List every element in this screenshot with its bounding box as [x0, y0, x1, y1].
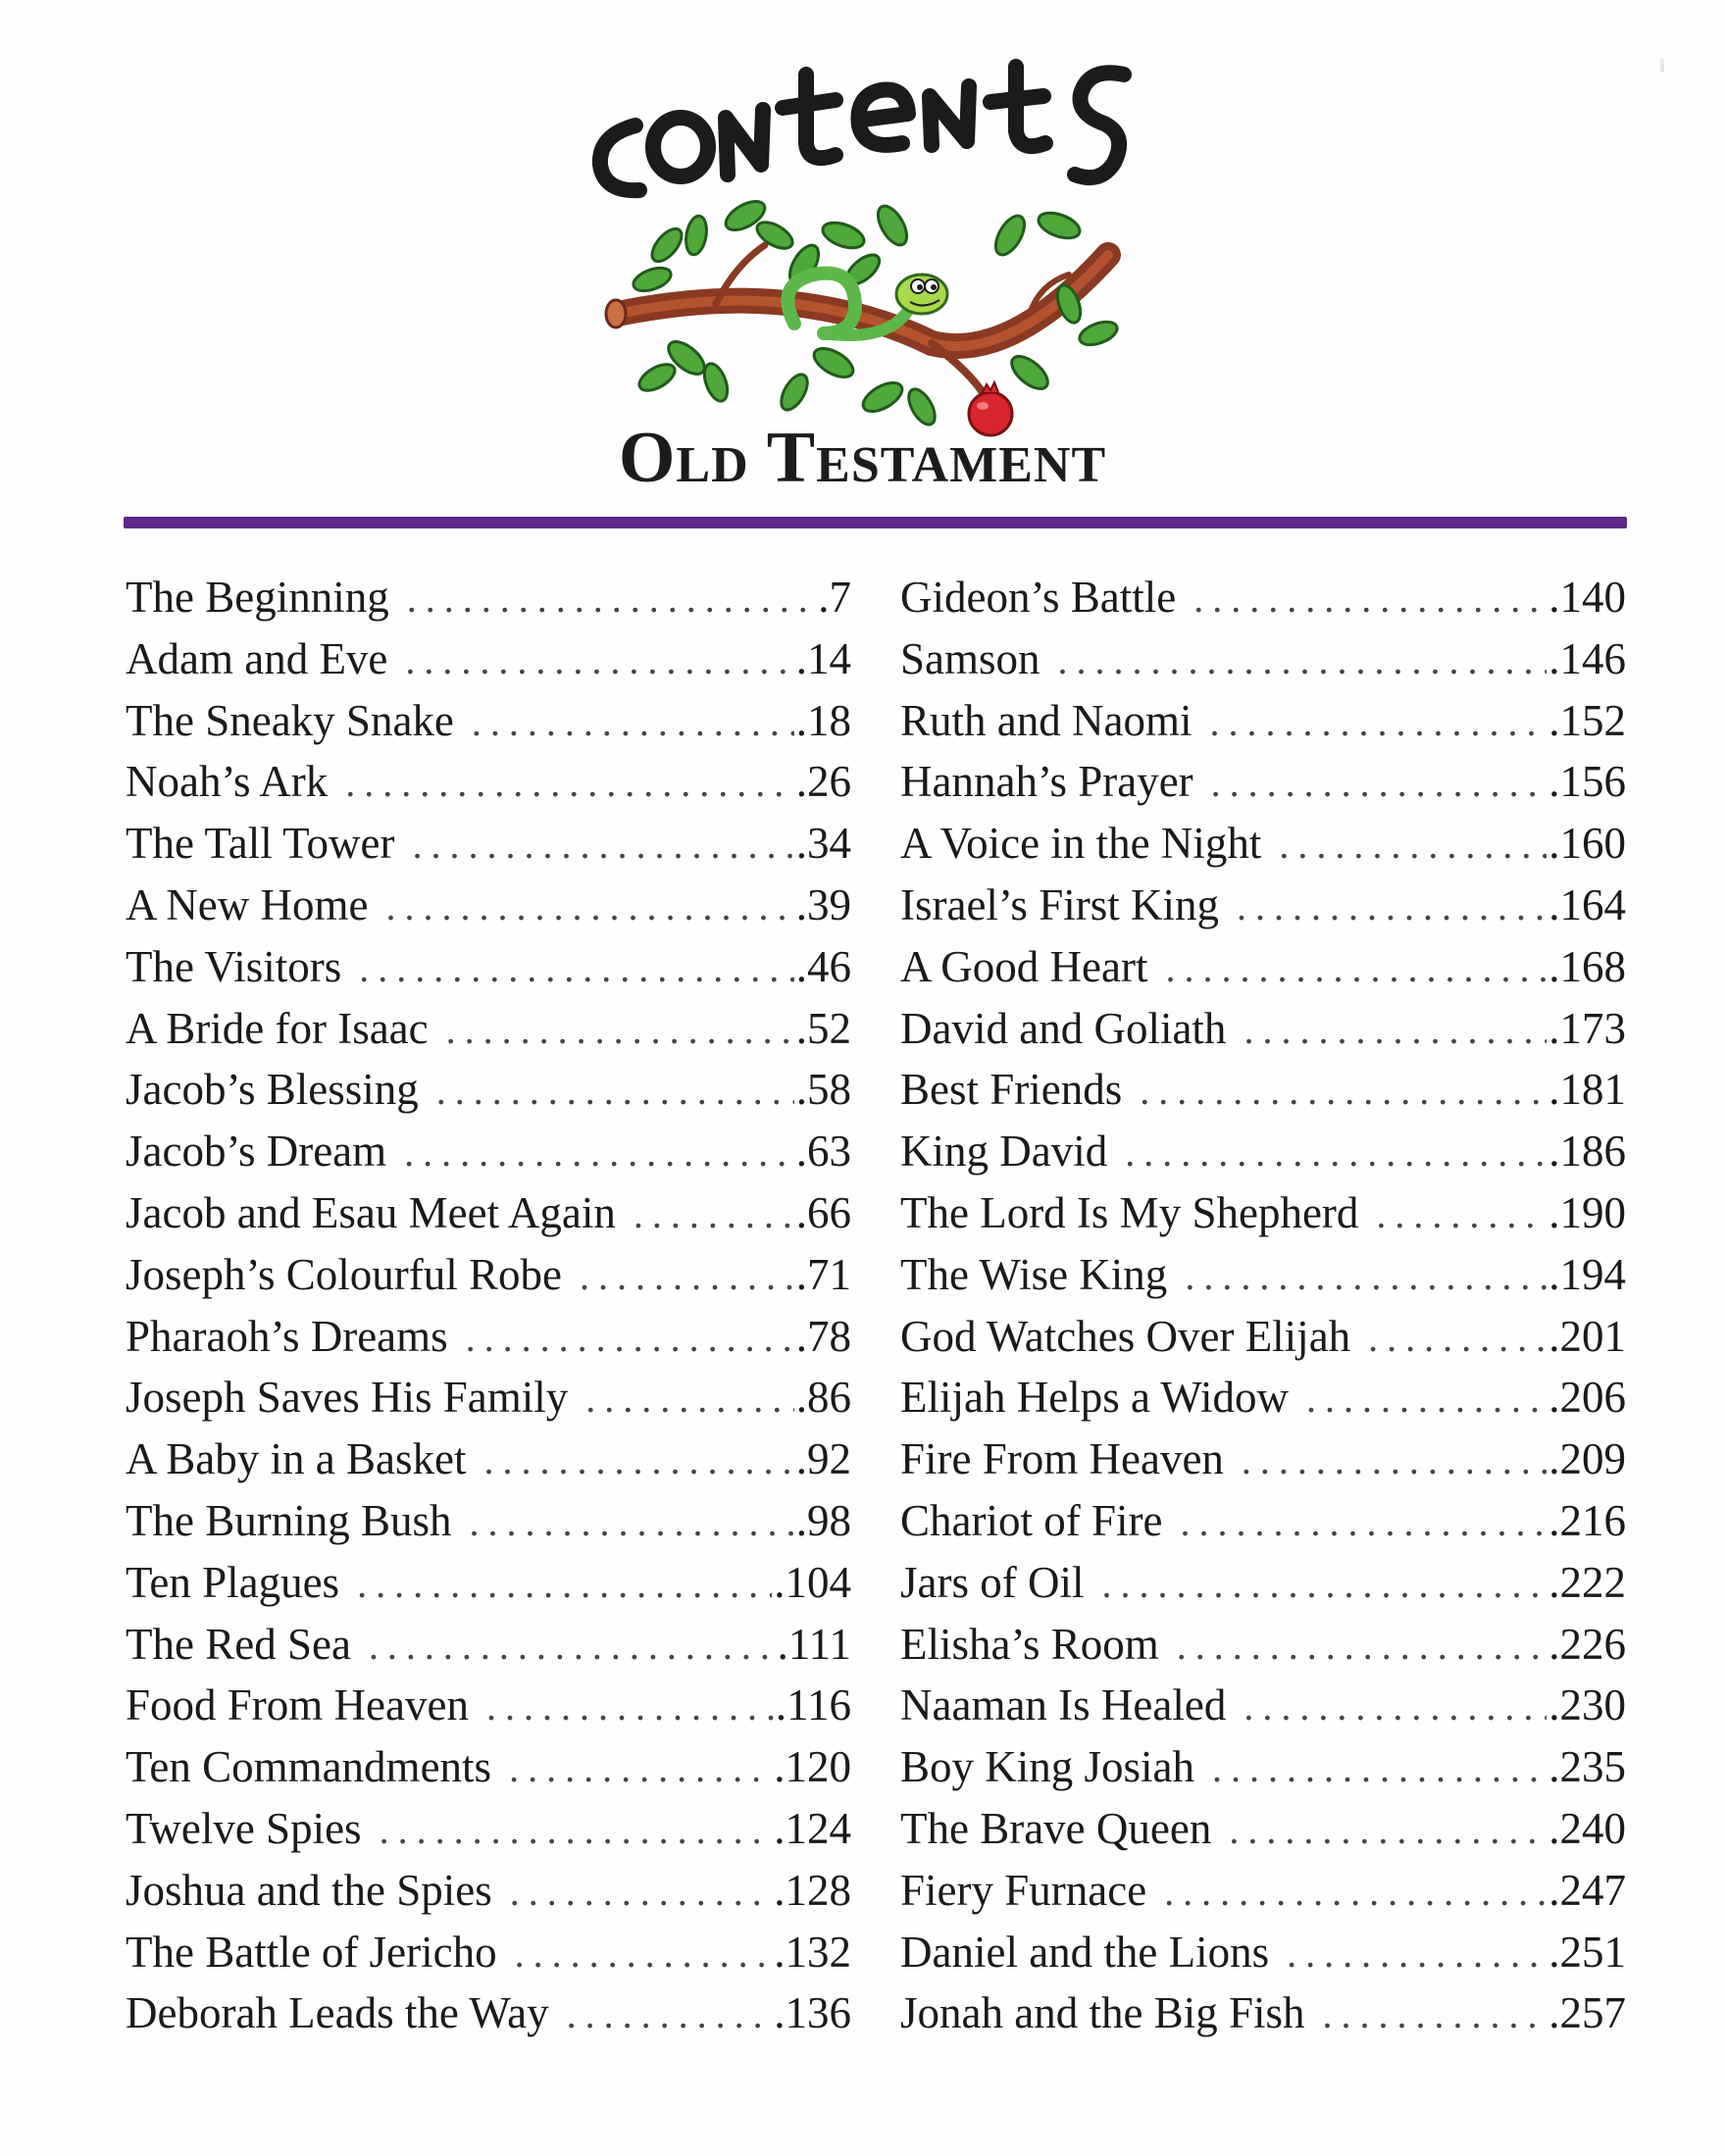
hand-lettered-contents-icon	[579, 27, 1206, 224]
toc-entry-title: A Bride for Isaac	[126, 1003, 429, 1053]
toc-entry-title: The Sneaky Snake	[126, 695, 454, 745]
dot-leader	[1193, 569, 1547, 630]
toc-entry-page: .247	[1548, 1865, 1626, 1915]
dot-leader	[1211, 753, 1547, 815]
dot-leader	[470, 1492, 794, 1554]
toc-entry-title: Adam and Eve	[126, 633, 388, 683]
toc-entry-page: .190	[1548, 1187, 1626, 1237]
toc-entry-title: Food From Heaven	[126, 1680, 469, 1730]
toc-entry	[900, 1121, 1626, 1182]
dot-leader	[404, 1123, 794, 1184]
toc-entry-title: Daniel and the Lions	[900, 1927, 1270, 1977]
toc-entry	[126, 1059, 851, 1121]
dot-leader	[1177, 1616, 1547, 1678]
toc-entry	[900, 813, 1626, 875]
toc-entry-page: .146	[1548, 633, 1626, 683]
dot-leader	[509, 1738, 772, 1800]
toc-entry-title: The Red Sea	[126, 1619, 351, 1669]
dot-leader	[1243, 1000, 1547, 1062]
toc-entry-title: A Voice in the Night	[900, 819, 1262, 869]
dot-leader	[436, 1061, 794, 1123]
toc-entry-page: .26	[795, 757, 851, 807]
toc-entry-page: .116	[775, 1680, 851, 1730]
dot-leader	[1164, 1862, 1547, 1924]
dot-leader	[357, 1554, 772, 1616]
toc-entry-title: Noah’s Ark	[126, 757, 329, 807]
toc-entry	[126, 1982, 851, 2044]
toc-entry-title: Chariot of Fire	[900, 1495, 1163, 1545]
toc-entry	[126, 1490, 851, 1552]
toc-entry-title: A Good Heart	[900, 941, 1148, 991]
toc-entry	[126, 1860, 851, 1922]
dot-leader	[1323, 1984, 1547, 2046]
toc-entry-title: Jacob’s Blessing	[126, 1065, 419, 1115]
toc-entry-title: Samson	[900, 633, 1040, 683]
toc-entry-page: .86	[795, 1373, 851, 1423]
toc-entry-page: .164	[1548, 879, 1626, 929]
toc-entry-page: .201	[1548, 1311, 1626, 1361]
toc-entry-page: .104	[774, 1557, 851, 1607]
dot-leader	[580, 1246, 794, 1308]
toc-entry	[126, 1306, 851, 1368]
dot-leader	[510, 1862, 773, 1924]
toc-entry-page: .132	[774, 1927, 851, 1977]
toc-entry	[126, 1675, 851, 1736]
dot-leader	[359, 938, 794, 1000]
toc-entry-page: .128	[774, 1865, 851, 1915]
dot-leader	[466, 1308, 794, 1370]
toc-entry-page: .63	[795, 1127, 851, 1177]
toc-entry-title: David and Goliath	[900, 1003, 1227, 1053]
toc-entry-title: Joseph Saves His Family	[126, 1373, 569, 1423]
toc-entry-page: .209	[1548, 1434, 1626, 1484]
dot-leader	[515, 1924, 773, 1985]
toc-entry-page: .140	[1548, 573, 1626, 622]
toc-entry-page: .230	[1548, 1680, 1626, 1730]
toc-entry	[126, 567, 851, 628]
toc-entry-title: Joseph’s Colourful Robe	[126, 1249, 562, 1299]
toc-entry	[900, 567, 1626, 628]
toc-entry	[126, 751, 851, 813]
toc-entry-page: .39	[795, 879, 851, 929]
toc-entry-title: Pharaoh’s Dreams	[126, 1311, 448, 1361]
dot-leader	[1242, 1430, 1547, 1492]
toc-entry-page: .222	[1548, 1557, 1626, 1607]
toc-entry	[126, 1367, 851, 1429]
toc-entry-page: .66	[795, 1187, 851, 1237]
toc-entry-title: The Burning Bush	[126, 1495, 452, 1545]
toc-entry-page: .46	[795, 941, 851, 991]
toc-entry-title: The Beginning	[126, 573, 389, 622]
dot-leader	[1125, 1123, 1547, 1184]
dot-leader	[1185, 1246, 1547, 1308]
toc-entry	[900, 1244, 1626, 1306]
toc-entry-title: Joshua and the Spies	[126, 1865, 492, 1915]
toc-entry-page: .181	[1548, 1065, 1626, 1115]
dot-leader	[446, 1000, 794, 1062]
dot-leader	[1237, 877, 1547, 938]
toc-entry-page: .98	[795, 1495, 851, 1545]
toc-entry-page: .120	[774, 1742, 851, 1792]
toc-entry-title: Jars of Oil	[900, 1557, 1085, 1607]
toc-entry-page: .235	[1548, 1742, 1626, 1792]
toc-entry-title: Ten Commandments	[126, 1742, 492, 1792]
toc-entry-title: Gideon’s Battle	[900, 573, 1177, 622]
toc-entry-title: The Tall Tower	[126, 819, 395, 869]
toc-entry	[900, 1306, 1626, 1368]
toc-entry-title: A New Home	[126, 879, 369, 929]
dot-leader	[1287, 1924, 1547, 1985]
toc-entry	[900, 628, 1626, 690]
toc-entry	[900, 1860, 1626, 1922]
toc-entry-title: Twelve Spies	[126, 1803, 362, 1853]
toc-entry	[900, 690, 1626, 752]
dot-leader	[1368, 1308, 1547, 1370]
dot-leader	[1209, 692, 1547, 754]
toc-entry	[126, 1614, 851, 1676]
toc-entry	[126, 1121, 851, 1182]
toc-entry-page: .18	[795, 695, 851, 745]
toc-entry-title: Israel’s First King	[900, 879, 1219, 929]
toc-entry	[900, 1552, 1626, 1614]
toc-entry-page: .226	[1548, 1619, 1626, 1669]
toc-entry	[900, 1675, 1626, 1736]
toc-entry	[126, 1922, 851, 1983]
toc-entry	[126, 936, 851, 998]
toc-entry-title: Elijah Helps a Widow	[900, 1373, 1290, 1423]
dot-leader	[1101, 1554, 1547, 1616]
toc-entry-page: .216	[1548, 1495, 1626, 1545]
dot-leader	[1058, 630, 1547, 692]
branch-with-snake-and-pomegranate-icon	[598, 196, 1147, 441]
divider-rule	[124, 517, 1627, 528]
paper-mark	[1660, 59, 1664, 73]
dot-leader	[483, 1430, 793, 1492]
dot-leader	[585, 1369, 793, 1430]
dot-leader	[1165, 938, 1547, 1000]
toc-entry	[900, 751, 1626, 813]
toc-entry-page: .92	[795, 1434, 851, 1484]
toc-entry-page: .111	[777, 1619, 851, 1669]
dot-leader	[472, 692, 794, 754]
toc-entry	[126, 1429, 851, 1490]
toc-entry-page: .136	[774, 1988, 851, 2038]
toc-entry	[900, 1922, 1626, 1983]
toc-entry-title: The Visitors	[126, 941, 342, 991]
toc-entry-title: Jacob and Esau Meet Again	[126, 1187, 616, 1237]
dot-leader	[1376, 1184, 1547, 1246]
dot-leader	[486, 1677, 774, 1738]
dot-leader	[1306, 1369, 1547, 1430]
dot-leader	[1279, 815, 1547, 877]
toc-entry-page: .251	[1548, 1927, 1626, 1977]
dot-leader	[407, 569, 817, 630]
toc-entry	[126, 1182, 851, 1244]
toc-entry-page: .124	[774, 1803, 851, 1853]
toc-entry	[126, 998, 851, 1060]
toc-entry	[900, 1429, 1626, 1490]
page-header	[0, 0, 1725, 529]
toc-entry	[126, 1552, 851, 1614]
toc-entry	[900, 936, 1626, 998]
toc-entry	[126, 628, 851, 690]
dot-leader	[1212, 1738, 1547, 1800]
toc-entry-title: Hannah’s Prayer	[900, 757, 1193, 807]
toc-entry	[900, 1367, 1626, 1429]
toc-entry-title: Deborah Leads the Way	[126, 1988, 549, 2038]
toc-entry	[900, 1982, 1626, 2044]
dot-leader	[405, 630, 793, 692]
toc-column-left	[126, 567, 851, 2044]
toc-entry-page: .156	[1548, 757, 1626, 807]
toc-entry	[900, 1059, 1626, 1121]
dot-leader	[369, 1616, 776, 1678]
toc-entry-title: The Battle of Jericho	[126, 1927, 497, 1977]
toc-entry-title: Fire From Heaven	[900, 1434, 1224, 1484]
toc-entry-title: The Lord Is My Shepherd	[900, 1187, 1359, 1237]
toc-entry-page: .168	[1548, 941, 1626, 991]
toc-entry	[900, 1490, 1626, 1552]
toc-entry	[126, 1736, 851, 1798]
toc-entry-page: .78	[795, 1311, 851, 1361]
toc-column-right	[900, 567, 1626, 2044]
toc-entry-page: .71	[795, 1249, 851, 1299]
dot-leader	[1243, 1677, 1547, 1738]
toc-entry-page: .186	[1548, 1127, 1626, 1177]
toc-entry	[126, 1798, 851, 1860]
toc-entry	[900, 1736, 1626, 1798]
toc-entry-title: Naaman Is Healed	[900, 1680, 1227, 1730]
toc-entry	[126, 875, 851, 936]
toc-entry-title: The Brave Queen	[900, 1803, 1212, 1853]
toc-entry	[126, 813, 851, 875]
toc-entry-title: Jonah and the Big Fish	[900, 1988, 1305, 2038]
toc-entry	[900, 1798, 1626, 1860]
toc-entry	[900, 998, 1626, 1060]
toc-entry-page: .160	[1548, 819, 1626, 869]
section-heading: Old Testament	[618, 418, 1107, 498]
toc-entry-title: Ruth and Naomi	[900, 695, 1192, 745]
toc-entry-title: Ten Plagues	[126, 1557, 340, 1607]
toc-entry-page: .206	[1548, 1373, 1626, 1423]
toc-entry-page: .173	[1548, 1003, 1626, 1053]
toc-entry-page: .257	[1548, 1988, 1626, 2038]
toc-entry-page: .194	[1548, 1249, 1626, 1299]
toc-entry-page: .240	[1548, 1803, 1626, 1853]
dot-leader	[1140, 1061, 1547, 1123]
toc-entry-title: A Baby in a Basket	[126, 1434, 467, 1484]
toc-entry-title: God Watches Over Elijah	[900, 1311, 1351, 1361]
dot-leader	[412, 815, 793, 877]
toc-entry	[900, 1182, 1626, 1244]
toc-entry-title: Jacob’s Dream	[126, 1127, 387, 1177]
toc-entry	[900, 875, 1626, 936]
dot-leader	[380, 1800, 773, 1862]
toc-entry-page: .58	[795, 1065, 851, 1115]
toc-entry-page: .152	[1548, 695, 1626, 745]
toc-entry-page: .7	[818, 573, 851, 622]
toc-entry	[900, 1614, 1626, 1676]
toc-entry-page: .34	[795, 819, 851, 869]
toc-entry-title: Best Friends	[900, 1065, 1123, 1115]
toc-entry-page: .14	[795, 633, 851, 683]
dot-leader	[1180, 1492, 1547, 1554]
toc-entry	[126, 690, 851, 752]
toc-entry-title: Elisha’s Room	[900, 1619, 1159, 1669]
toc-entry-title: Fiery Furnace	[900, 1865, 1147, 1915]
toc-entry-title: Boy King Josiah	[900, 1742, 1195, 1792]
toc-entry-page: .52	[795, 1003, 851, 1053]
toc-entry	[126, 1244, 851, 1306]
dot-leader	[1229, 1800, 1547, 1862]
dot-leader	[345, 753, 794, 815]
dot-leader	[634, 1184, 794, 1246]
toc-entry-title: King David	[900, 1127, 1108, 1177]
dot-leader	[385, 877, 793, 938]
toc-entry-title: The Wise King	[900, 1249, 1168, 1299]
dot-leader	[567, 1984, 773, 2046]
